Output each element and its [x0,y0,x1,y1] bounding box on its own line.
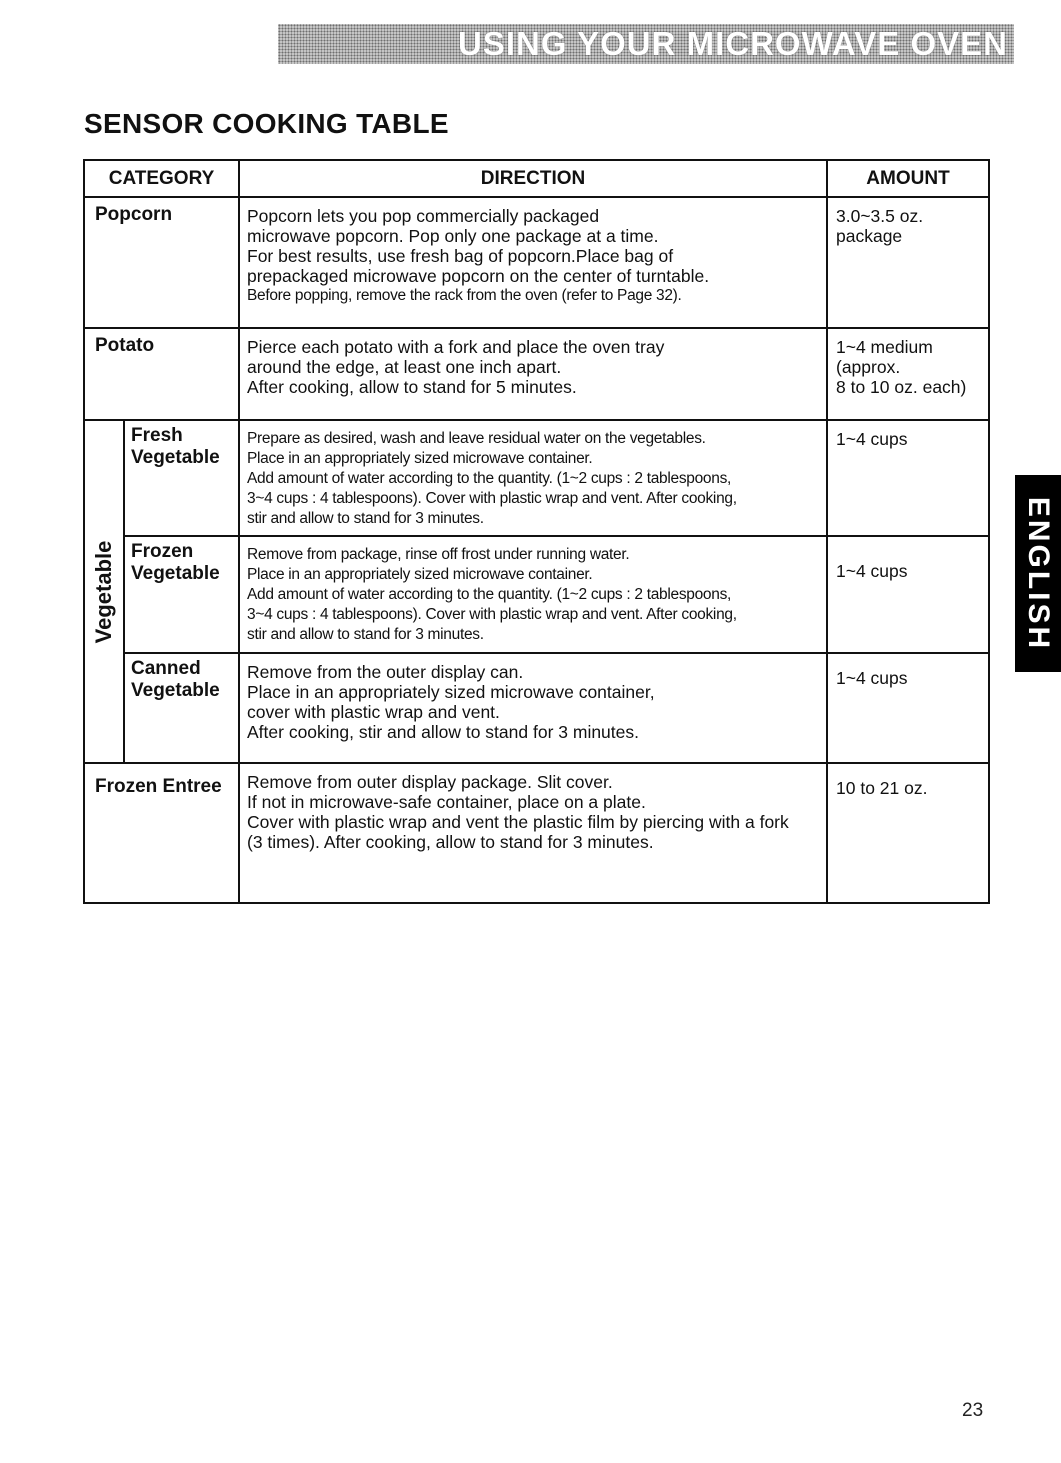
direction-line: Place in an appropriately sized microwave container. [247,566,593,583]
direction-line: 3~4 cups : 4 tablespoons). Cover with plastic wrap and vent. After cooking, [247,490,737,507]
direction-line: microwave popcorn. Pop only one package at a time. [247,226,659,246]
language-side-tab [1015,475,1061,672]
category-cell: Popcorn [84,197,239,328]
category-cell [124,653,239,763]
amount-cell [827,653,989,763]
amount-line: 3.0~3.5 oz. [836,206,924,226]
direction-cell [239,653,827,763]
direction-line: Add amount of water according to the quantity. (1~2 cups : 2 tablespoons, [247,586,732,603]
amount-line: 1~4 cups [836,561,908,581]
direction-line: Prepare as desired, wash and leave residual water on the vegetables. [247,430,706,447]
direction-line: 3~4 cups : 4 tablespoons). Cover with plastic wrap and vent. After cooking, [247,606,737,623]
amount-line: 1~4 cups [836,429,908,449]
category-line: Vegetable [131,680,220,701]
direction-line: Remove from outer display package. Slit cover. [247,772,613,792]
table-row [84,763,989,903]
direction-line: Place in an appropriately sized microwave container, [247,682,655,702]
table-row [84,420,989,536]
direction-line: After cooking, allow to stand for 5 minutes. [247,377,577,397]
direction-line: around the edge, at least one inch apart. [247,357,562,377]
amount-cell [827,197,989,328]
direction-line: cover with plastic wrap and vent. [247,702,500,722]
category-cell [124,420,239,536]
amount-cell [827,536,989,653]
direction-line: After cooking, stir and allow to stand for 3 minutes. [247,722,639,742]
direction-cell [239,763,827,903]
category-line: Vegetable [131,563,220,584]
direction-line: Before popping, remove the rack from the oven (refer to Page 32). [247,287,682,304]
amount-cell [827,420,989,536]
direction-line: For best results, use fresh bag of popcorn.Place bag of [247,246,674,266]
direction-line: stir and allow to stand for 3 minutes. [247,510,484,527]
direction-line: Popcorn lets you pop commercially packaged [247,206,600,226]
category-cell [124,536,239,653]
direction-line: Add amount of water according to the quantity. (1~2 cups : 2 tablespoons, [247,470,732,487]
category-cell: Frozen Entree [84,763,239,903]
direction-line: Place in an appropriately sized microwave container. [247,450,593,467]
amount-cell [827,328,989,420]
direction-cell [239,197,827,328]
table-row [84,197,989,328]
table-row [84,536,989,653]
category-line: Vegetable [131,447,220,468]
amount-line: (approx. [836,357,901,377]
vegetable-group-cell [84,420,124,763]
direction-line: Cover with plastic wrap and vent the plastic film by piercing with a fork [247,812,789,832]
direction-line: prepackaged microwave popcorn on the center of turntable. [247,266,710,286]
vegetable-group-label: Vegetable [91,540,116,643]
table-row [84,653,989,763]
amount-line: 8 to 10 oz. each) [836,377,967,397]
table-row [84,328,989,420]
column-header-category: CATEGORY [84,160,239,197]
category-line: Canned [131,658,201,679]
page-number: 23 [962,1400,984,1421]
direction-line: Remove from package, rinse off frost under running water. [247,546,630,563]
direction-line: If not in microwave-safe container, place on a plate. [247,792,646,812]
amount-line: 1~4 cups [836,668,908,688]
direction-line: stir and allow to stand for 3 minutes. [247,626,484,643]
amount-cell [827,763,989,903]
direction-cell [239,420,827,536]
category-cell: Potato [84,328,239,420]
language-side-tab-label: ENGLISH [1022,496,1056,651]
section-banner-text: USING YOUR MICROWAVE OVEN [457,25,1008,62]
category-line: Fresh [131,425,183,446]
column-header-amount: AMOUNT [827,160,989,197]
direction-cell [239,536,827,653]
direction-cell [239,328,827,420]
table-header-row [84,160,989,197]
amount-line: package [836,226,903,246]
direction-line: Pierce each potato with a fork and place the oven tray [247,337,665,357]
section-banner [278,24,1014,64]
sensor-cooking-table [83,159,990,904]
direction-line: Remove from the outer display can. [247,662,524,682]
category-line: Frozen [131,541,194,562]
column-header-direction: DIRECTION [239,160,827,197]
amount-line: 1~4 medium [836,337,933,357]
direction-line: (3 times). After cooking, allow to stand for 3 minutes. [247,832,654,852]
page-title: SENSOR COOKING TABLE [84,108,449,139]
amount-line: 10 to 21 oz. [836,778,928,798]
